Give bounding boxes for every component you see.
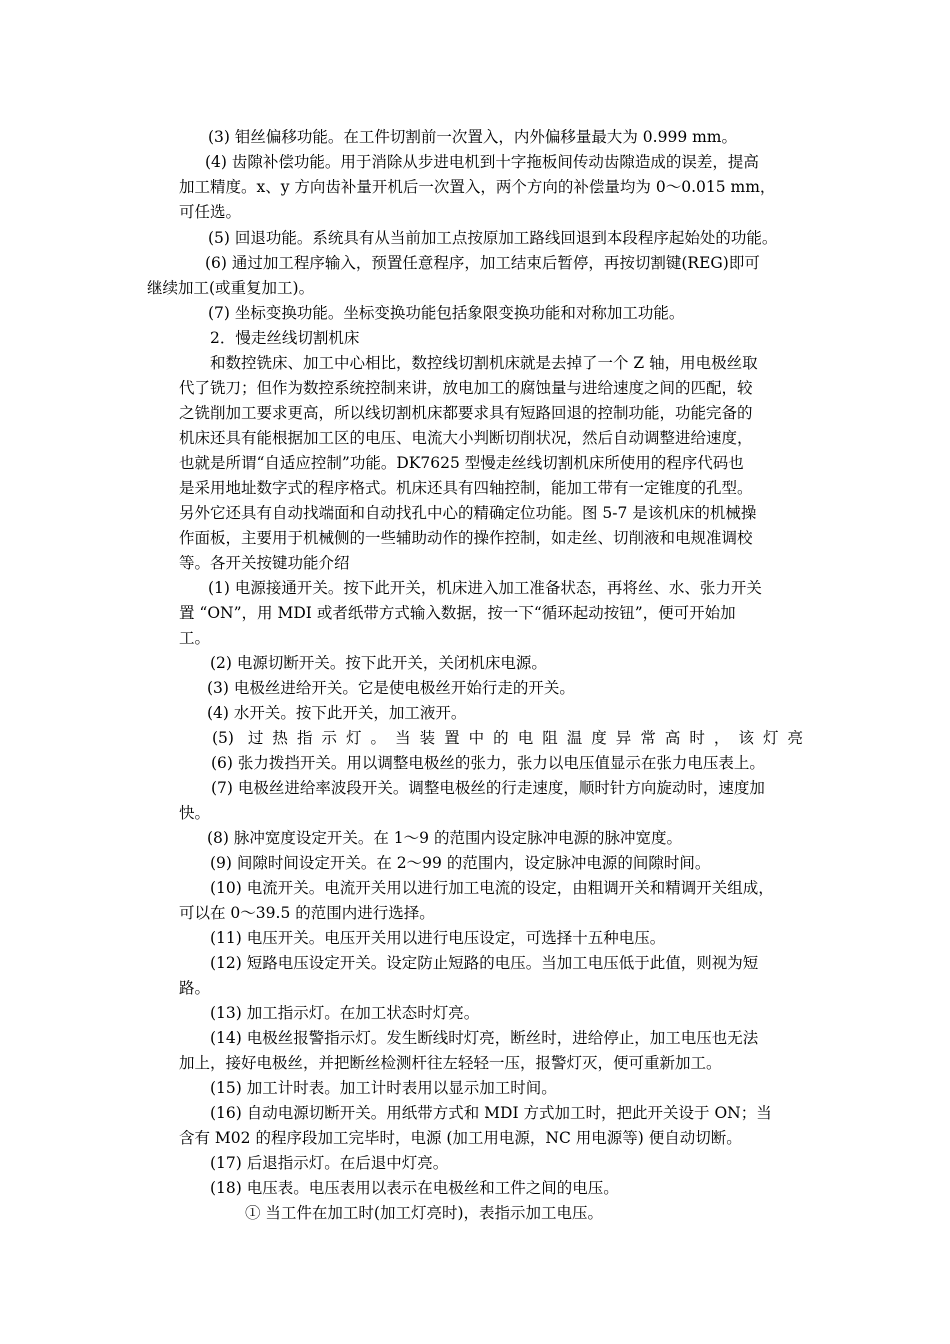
text-line: ① 当工件在加工时(加工灯亮时)，表指示加工电压。 xyxy=(245,1204,604,1222)
text-line: 也就是所谓“自适应控制”功能。DK7625 型慢走丝线切割机床所使用的程序代码也 xyxy=(179,454,744,472)
text-line: (9) 间隙时间设定开关。在 2～99 的范围内，设定脉冲电源的间隙时间。 xyxy=(210,854,711,872)
text-line: (17) 后退指示灯。在后退中灯亮。 xyxy=(210,1154,449,1172)
text-line: (5) 回退功能。系统具有从当前加工点按原加工路线回退到本段程序起始处的功能。 xyxy=(208,229,778,247)
text-line: (6) 张力拨挡开关。用以调整电极丝的张力，张力以电压值显示在张力电压表上。 xyxy=(211,754,765,772)
text-line: 和数控铣床、加工中心相比，数控线切割机床就是去掉了一个 Z 轴，用电极丝取 xyxy=(210,354,758,372)
text-line: (18) 电压表。电压表用以表示在电极丝和工件之间的电压。 xyxy=(210,1179,619,1197)
text-line: 另外它还具有自动找端面和自动找孔中心的精确定位功能。图 5-7 是该机床的机械操 xyxy=(179,504,757,522)
text-line: 快。 xyxy=(179,804,211,822)
text-line: (6) 通过加工程序输入，预置任意程序，加工结束后暂停，再按切割键(REG)即可 xyxy=(205,254,760,272)
text-line: (5) 过热指示灯。当装置中的电阻温度异常高时，该灯亮 xyxy=(212,729,803,747)
text-line: 置 “ON”，用 MDI 或者纸带方式输入数据，按一下“循环起动按钮”，便可开始加 xyxy=(179,604,736,622)
text-line: 继续加工(或重复加工)。 xyxy=(147,279,315,297)
text-line: (1) 电源接通开关。按下此开关，机床进入加工准备状态，再将丝、水、张力开关 xyxy=(208,579,762,597)
text-line: (15) 加工计时表。加工计时表用以显示加工时间。 xyxy=(210,1079,557,1097)
text-line: (7) 坐标变换功能。坐标变换功能包括象限变换功能和对称加工功能。 xyxy=(208,304,685,322)
text-line: (3) 电极丝进给开关。它是使电极丝开始行走的开关。 xyxy=(207,679,575,697)
text-line: 可以在 0～39.5 的范围内进行选择。 xyxy=(179,904,435,922)
text-line: 之铣削加工要求更高，所以线切割机床都要求具有短路回退的控制功能，功能完备的 xyxy=(179,404,753,422)
text-line: 加上，接好电极丝，并把断丝检测杆往左轻轻一压，报警灯灭，便可重新加工。 xyxy=(179,1054,722,1072)
text-line: (2) 电源切断开关。按下此开关，关闭机床电源。 xyxy=(210,654,547,672)
text-line: 机床还具有能根据加工区的电压、电流大小判断切削状况，然后自动调整进给速度， xyxy=(179,429,753,447)
text-line: 是采用地址数字式的程序格式。机床还具有四轴控制，能加工带有一定锥度的孔型。 xyxy=(179,479,753,497)
text-line: (14) 电极丝报警指示灯。发生断线时灯亮，断丝时，进给停止，加工电压也无法 xyxy=(210,1029,759,1047)
text-line: (11) 电压开关。电压开关用以进行电压设定，可选择十五种电压。 xyxy=(210,929,666,947)
text-line: (7) 电极丝进给率波段开关。调整电极丝的行走速度，顺时针方向旋动时，速度加 xyxy=(211,779,765,797)
text-line: (16) 自动电源切断开关。用纸带方式和 MDI 方式加工时，把此开关设于 ON；当 xyxy=(210,1104,772,1122)
text-line: 路。 xyxy=(179,979,211,997)
text-line: 含有 M02 的程序段加工完毕时，电源 (加工用电源，NC 用电源等) 便自动切断。 xyxy=(179,1129,742,1147)
text-line: 等。各开关按键功能介绍 xyxy=(179,554,350,572)
text-line: 加工精度。x、y 方向齿补量开机后一次置入，两个方向的补偿量均为 0～0.015 mm， xyxy=(179,178,776,196)
text-line: (12) 短路电压设定开关。设定防止短路的电压。当加工电压低于此值，则视为短 xyxy=(210,954,759,972)
text-line: (4) 齿隙补偿功能。用于消除从步进电机到十字拖板间传动齿隙造成的误差，提高 xyxy=(205,153,759,171)
text-line: 工。 xyxy=(179,629,211,647)
text-line: 作面板，主要用于机械侧的一些辅助动作的操作控制，如走丝、切削液和电规准调校 xyxy=(179,529,753,547)
text-line: 可任选。 xyxy=(179,203,242,221)
text-line: (10) 电流开关。电流开关用以进行加工电流的设定，由粗调开关和精调开关组成， xyxy=(210,879,774,897)
text-line: 代了铣刀；但作为数控系统控制来讲，放电加工的腐蚀量与进给速度之间的匹配，较 xyxy=(179,379,753,397)
text-line: (4) 水开关。按下此开关，加工液开。 xyxy=(207,704,467,722)
text-line: (3) 钼丝偏移功能。在工件切割前一次置入，内外偏移量最大为 0.999 mm。 xyxy=(208,128,738,146)
text-line: (8) 脉冲宽度设定开关。在 1～9 的范围内设定脉冲电源的脉冲宽度。 xyxy=(207,829,682,847)
section-heading: 2．慢走丝线切割机床 xyxy=(210,329,360,347)
text-line: (13) 加工指示灯。在加工状态时灯亮。 xyxy=(210,1004,480,1022)
